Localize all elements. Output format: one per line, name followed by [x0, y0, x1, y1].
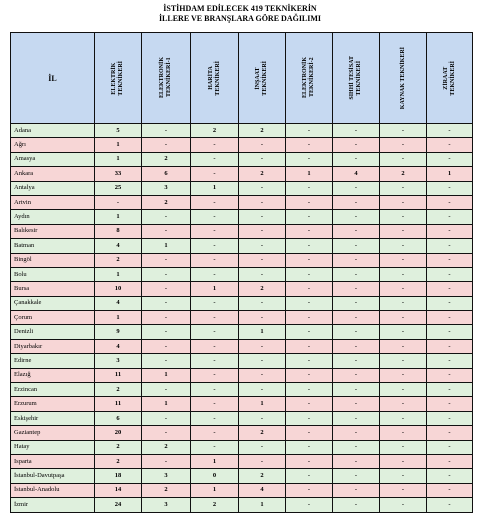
value-cell: -: [239, 311, 286, 325]
value-cell: -: [286, 325, 333, 339]
column-header: ZİRAAT TEKNİKERİ: [427, 33, 473, 124]
table-row: [11, 181, 473, 195]
value-cell: -: [427, 383, 473, 397]
value-cell: 9: [95, 325, 142, 339]
value-cell: -: [142, 354, 191, 368]
value-cell: -: [380, 411, 427, 425]
value-cell: -: [380, 397, 427, 411]
column-header: İNŞAAT TEKNİKERİ: [239, 33, 286, 124]
value-cell: 1: [239, 325, 286, 339]
value-cell: -: [333, 282, 380, 296]
value-cell: -: [191, 253, 239, 267]
value-cell: -: [286, 224, 333, 238]
value-cell: 1: [95, 267, 142, 281]
value-cell: -: [380, 152, 427, 166]
value-cell: 2: [239, 167, 286, 181]
value-cell: -: [333, 253, 380, 267]
value-cell: 3: [95, 354, 142, 368]
value-cell: -: [286, 383, 333, 397]
value-cell: -: [380, 440, 427, 454]
table-row: [11, 483, 473, 497]
value-cell: -: [333, 469, 380, 483]
province-cell: Isparta: [11, 454, 95, 468]
value-cell: 1: [95, 210, 142, 224]
value-cell: -: [380, 124, 427, 138]
value-cell: -: [333, 296, 380, 310]
value-cell: -: [239, 296, 286, 310]
value-cell: -: [380, 339, 427, 353]
column-header: HARİTA TEKNİKERİ: [191, 33, 239, 124]
value-cell: -: [380, 454, 427, 468]
value-cell: -: [286, 239, 333, 253]
value-cell: 25: [95, 181, 142, 195]
value-cell: -: [380, 383, 427, 397]
value-cell: -: [333, 210, 380, 224]
value-cell: 2: [191, 124, 239, 138]
province-cell: Hatay: [11, 440, 95, 454]
value-cell: -: [142, 138, 191, 152]
value-cell: -: [333, 339, 380, 353]
value-cell: -: [286, 210, 333, 224]
value-cell: -: [380, 224, 427, 238]
value-cell: -: [427, 181, 473, 195]
value-cell: 2: [95, 383, 142, 397]
table-row: [11, 339, 473, 353]
value-cell: -: [239, 210, 286, 224]
value-cell: -: [333, 483, 380, 497]
value-cell: -: [142, 311, 191, 325]
value-cell: -: [333, 311, 380, 325]
value-cell: 5: [95, 124, 142, 138]
value-cell: -: [191, 325, 239, 339]
value-cell: -: [191, 426, 239, 440]
value-cell: -: [191, 311, 239, 325]
table-header-row: [11, 33, 473, 124]
province-column-header: İL: [11, 33, 95, 124]
province-cell: Eskişehir: [11, 411, 95, 425]
value-cell: -: [427, 210, 473, 224]
table-row: [11, 138, 473, 152]
value-cell: -: [191, 239, 239, 253]
value-cell: 18: [95, 469, 142, 483]
table-row: [11, 239, 473, 253]
table-row: [11, 354, 473, 368]
value-cell: -: [286, 138, 333, 152]
column-header: KAYNAK TEKNİKERİ: [380, 33, 427, 124]
value-cell: 1: [95, 152, 142, 166]
table-row: [11, 411, 473, 425]
value-cell: 8: [95, 224, 142, 238]
province-cell: Ağrı: [11, 138, 95, 152]
value-cell: -: [191, 296, 239, 310]
value-cell: 24: [95, 498, 142, 512]
value-cell: -: [380, 195, 427, 209]
value-cell: 14: [95, 483, 142, 497]
value-cell: 1: [142, 368, 191, 382]
value-cell: -: [380, 138, 427, 152]
value-cell: -: [333, 411, 380, 425]
value-cell: 0: [191, 469, 239, 483]
value-cell: -: [427, 253, 473, 267]
table-row: [11, 267, 473, 281]
value-cell: 1: [142, 397, 191, 411]
value-cell: -: [286, 152, 333, 166]
value-cell: 20: [95, 426, 142, 440]
table-row: [11, 440, 473, 454]
value-cell: -: [427, 124, 473, 138]
value-cell: -: [191, 411, 239, 425]
value-cell: -: [286, 296, 333, 310]
value-cell: -: [380, 325, 427, 339]
value-cell: -: [427, 138, 473, 152]
table-row: [11, 368, 473, 382]
value-cell: -: [427, 354, 473, 368]
value-cell: -: [142, 411, 191, 425]
table-row: [11, 152, 473, 166]
value-cell: -: [427, 454, 473, 468]
value-cell: 1: [191, 483, 239, 497]
province-cell: Denizli: [11, 325, 95, 339]
value-cell: -: [380, 469, 427, 483]
value-cell: -: [333, 426, 380, 440]
province-cell: Diyarbakır: [11, 339, 95, 353]
value-cell: 2: [95, 454, 142, 468]
province-cell: Ankara: [11, 167, 95, 181]
value-cell: 2: [95, 440, 142, 454]
value-cell: -: [286, 195, 333, 209]
value-cell: -: [380, 498, 427, 512]
value-cell: -: [239, 239, 286, 253]
value-cell: -: [427, 224, 473, 238]
value-cell: -: [286, 354, 333, 368]
value-cell: -: [333, 267, 380, 281]
value-cell: -: [333, 325, 380, 339]
value-cell: -: [286, 454, 333, 468]
value-cell: -: [239, 253, 286, 267]
value-cell: -: [142, 339, 191, 353]
value-cell: 6: [142, 167, 191, 181]
value-cell: 1: [142, 239, 191, 253]
value-cell: -: [191, 383, 239, 397]
province-cell: Batman: [11, 239, 95, 253]
value-cell: -: [239, 195, 286, 209]
province-cell: Bursa: [11, 282, 95, 296]
table-row: [11, 195, 473, 209]
value-cell: 10: [95, 282, 142, 296]
value-cell: -: [142, 383, 191, 397]
value-cell: 1: [191, 181, 239, 195]
province-cell: Erzurum: [11, 397, 95, 411]
value-cell: -: [191, 195, 239, 209]
value-cell: -: [380, 368, 427, 382]
value-cell: -: [427, 282, 473, 296]
province-cell: İstanbul-Anadolu: [11, 483, 95, 497]
value-cell: -: [286, 368, 333, 382]
value-cell: -: [286, 253, 333, 267]
value-cell: -: [427, 426, 473, 440]
value-cell: -: [380, 239, 427, 253]
table-row: [11, 498, 473, 512]
value-cell: -: [380, 354, 427, 368]
value-cell: -: [239, 440, 286, 454]
value-cell: 1: [239, 498, 286, 512]
value-cell: -: [380, 253, 427, 267]
value-cell: -: [142, 124, 191, 138]
value-cell: -: [427, 368, 473, 382]
value-cell: -: [286, 483, 333, 497]
province-cell: Bingöl: [11, 253, 95, 267]
value-cell: -: [333, 454, 380, 468]
value-cell: -: [239, 152, 286, 166]
value-cell: -: [333, 138, 380, 152]
value-cell: -: [286, 339, 333, 353]
value-cell: -: [333, 440, 380, 454]
table-row: [11, 124, 473, 138]
province-cell: Adana: [11, 124, 95, 138]
value-cell: 1: [239, 397, 286, 411]
value-cell: -: [427, 339, 473, 353]
value-cell: -: [380, 296, 427, 310]
value-cell: -: [286, 498, 333, 512]
table-row: [11, 426, 473, 440]
province-cell: Artvin: [11, 195, 95, 209]
value-cell: -: [142, 253, 191, 267]
value-cell: -: [95, 195, 142, 209]
column-header: ELEKTRONİK TEKNİKERİ-1: [142, 33, 191, 124]
value-cell: -: [191, 267, 239, 281]
value-cell: 1: [286, 167, 333, 181]
value-cell: 1: [191, 282, 239, 296]
table-row: [11, 253, 473, 267]
value-cell: -: [427, 411, 473, 425]
value-cell: -: [191, 224, 239, 238]
value-cell: -: [239, 454, 286, 468]
value-cell: -: [191, 167, 239, 181]
province-cell: Erzincan: [11, 383, 95, 397]
table-row: [11, 325, 473, 339]
value-cell: -: [142, 282, 191, 296]
value-cell: -: [333, 181, 380, 195]
value-cell: 2: [142, 152, 191, 166]
value-cell: 11: [95, 368, 142, 382]
value-cell: 3: [142, 181, 191, 195]
table-row: [11, 167, 473, 181]
value-cell: -: [333, 368, 380, 382]
value-cell: -: [427, 469, 473, 483]
value-cell: -: [333, 397, 380, 411]
value-cell: -: [191, 440, 239, 454]
value-cell: -: [380, 426, 427, 440]
value-cell: -: [333, 124, 380, 138]
value-cell: -: [333, 195, 380, 209]
value-cell: -: [191, 354, 239, 368]
table-row: [11, 469, 473, 483]
value-cell: 1: [427, 167, 473, 181]
value-cell: 2: [142, 440, 191, 454]
value-cell: 2: [95, 253, 142, 267]
value-cell: 6: [95, 411, 142, 425]
table-row: [11, 296, 473, 310]
document-title-line1: İSTİHDAM EDİLECEK 419 TEKNİKERİN: [163, 4, 317, 13]
value-cell: -: [333, 152, 380, 166]
value-cell: 3: [142, 469, 191, 483]
value-cell: -: [191, 339, 239, 353]
distribution-table: [10, 32, 473, 513]
value-cell: -: [142, 224, 191, 238]
value-cell: 2: [239, 469, 286, 483]
value-cell: -: [239, 368, 286, 382]
value-cell: -: [286, 411, 333, 425]
province-cell: Edirne: [11, 354, 95, 368]
value-cell: -: [286, 181, 333, 195]
column-header: ELEKTRONİK TEKNİKERİ-2: [286, 33, 333, 124]
value-cell: -: [427, 325, 473, 339]
province-cell: Antalya: [11, 181, 95, 195]
value-cell: -: [142, 267, 191, 281]
table-row: [11, 454, 473, 468]
value-cell: -: [427, 397, 473, 411]
value-cell: -: [142, 210, 191, 224]
value-cell: -: [239, 181, 286, 195]
province-cell: Elazığ: [11, 368, 95, 382]
value-cell: -: [286, 282, 333, 296]
value-cell: -: [191, 152, 239, 166]
value-cell: -: [427, 239, 473, 253]
value-cell: 2: [191, 498, 239, 512]
province-cell: Çanakkale: [11, 296, 95, 310]
value-cell: 1: [191, 454, 239, 468]
column-header: ELEKTRİK TEKNİKERİ: [95, 33, 142, 124]
value-cell: -: [427, 311, 473, 325]
value-cell: 2: [142, 195, 191, 209]
value-cell: 2: [239, 282, 286, 296]
province-cell: Bolu: [11, 267, 95, 281]
document-title-line2: İLLERE VE BRANŞLARA GÖRE DAĞILIMI: [158, 14, 322, 23]
province-cell: Çorum: [11, 311, 95, 325]
value-cell: -: [427, 498, 473, 512]
province-cell: Amasya: [11, 152, 95, 166]
value-cell: -: [427, 483, 473, 497]
value-cell: 11: [95, 397, 142, 411]
value-cell: 2: [239, 426, 286, 440]
value-cell: -: [286, 267, 333, 281]
value-cell: -: [239, 383, 286, 397]
value-cell: -: [239, 411, 286, 425]
value-cell: 33: [95, 167, 142, 181]
value-cell: -: [142, 454, 191, 468]
value-cell: -: [286, 124, 333, 138]
value-cell: -: [380, 267, 427, 281]
table-row: [11, 383, 473, 397]
value-cell: -: [286, 469, 333, 483]
province-cell: Balıkesir: [11, 224, 95, 238]
value-cell: -: [427, 195, 473, 209]
value-cell: -: [142, 296, 191, 310]
value-cell: -: [239, 339, 286, 353]
value-cell: -: [191, 368, 239, 382]
value-cell: -: [380, 311, 427, 325]
province-cell: Gaziantep: [11, 426, 95, 440]
value-cell: -: [286, 311, 333, 325]
province-cell: İzmir: [11, 498, 95, 512]
value-cell: 3: [142, 498, 191, 512]
value-cell: -: [380, 483, 427, 497]
value-cell: -: [239, 224, 286, 238]
value-cell: 1: [95, 311, 142, 325]
table-row: [11, 210, 473, 224]
value-cell: 2: [142, 483, 191, 497]
value-cell: 2: [239, 124, 286, 138]
value-cell: 4: [95, 239, 142, 253]
value-cell: 1: [95, 138, 142, 152]
value-cell: -: [427, 440, 473, 454]
value-cell: -: [380, 210, 427, 224]
province-cell: Aydın: [11, 210, 95, 224]
table-body: [11, 124, 473, 513]
value-cell: -: [142, 426, 191, 440]
table-row: [11, 224, 473, 238]
table-row: [11, 311, 473, 325]
value-cell: -: [333, 224, 380, 238]
value-cell: -: [427, 296, 473, 310]
value-cell: -: [333, 383, 380, 397]
value-cell: -: [333, 498, 380, 512]
value-cell: -: [191, 210, 239, 224]
column-header: SIHHİ TESİSAT TEKNİKERİ: [333, 33, 380, 124]
value-cell: -: [239, 138, 286, 152]
value-cell: -: [191, 397, 239, 411]
value-cell: 4: [95, 339, 142, 353]
table-row: [11, 397, 473, 411]
value-cell: 4: [333, 167, 380, 181]
value-cell: -: [239, 354, 286, 368]
table-row: [11, 282, 473, 296]
value-cell: -: [286, 426, 333, 440]
value-cell: -: [333, 354, 380, 368]
value-cell: -: [286, 440, 333, 454]
value-cell: 4: [239, 483, 286, 497]
value-cell: -: [239, 267, 286, 281]
value-cell: -: [142, 325, 191, 339]
value-cell: 2: [380, 167, 427, 181]
value-cell: 4: [95, 296, 142, 310]
value-cell: -: [380, 181, 427, 195]
value-cell: -: [427, 152, 473, 166]
value-cell: -: [333, 239, 380, 253]
value-cell: -: [427, 267, 473, 281]
value-cell: -: [286, 397, 333, 411]
value-cell: -: [191, 138, 239, 152]
province-cell: İstanbul-Davutpaşa: [11, 469, 95, 483]
value-cell: -: [380, 282, 427, 296]
